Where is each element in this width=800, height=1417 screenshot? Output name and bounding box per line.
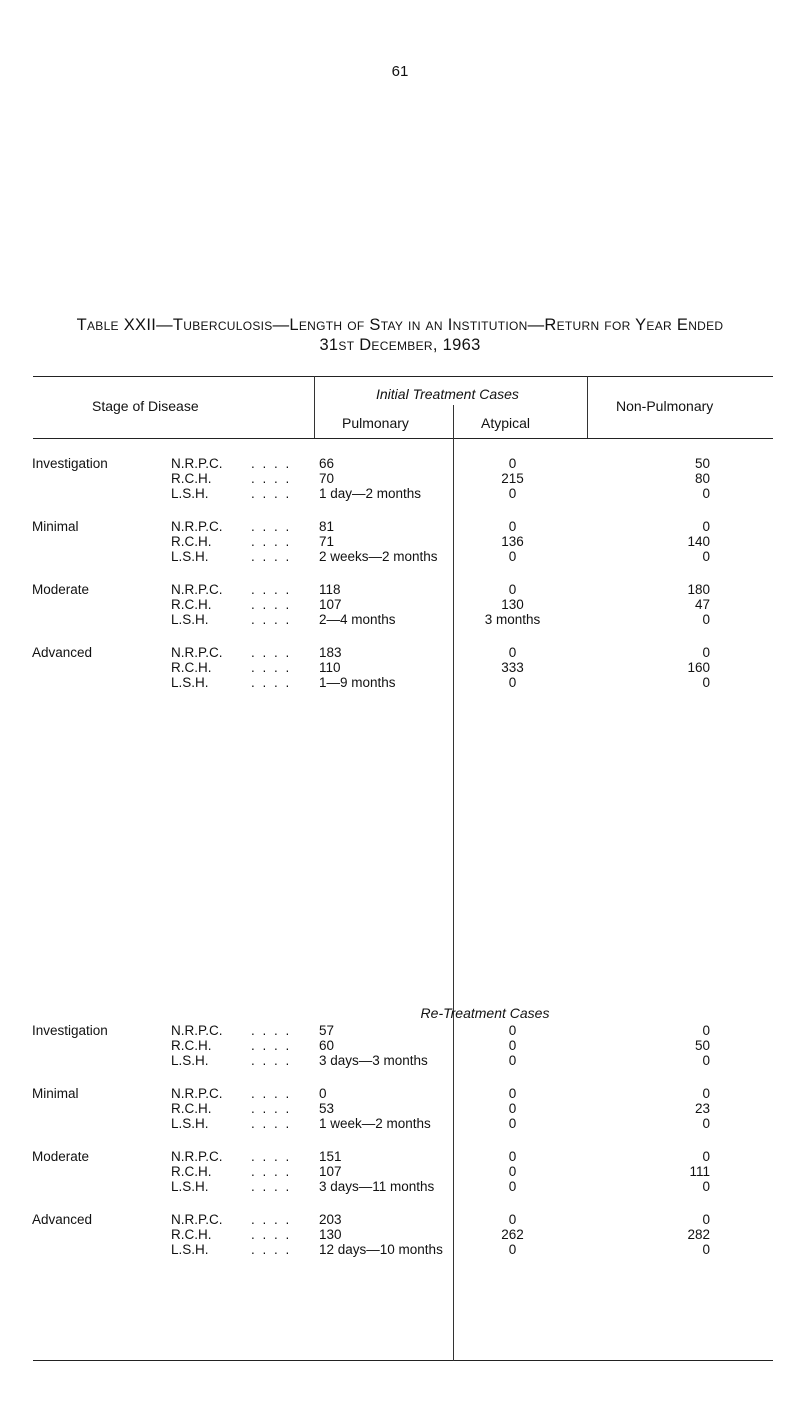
atypical-cell: 0 [508,486,517,501]
pulmonary-cell: 66 [319,456,335,471]
institution-label: L.S.H. [171,486,209,501]
institution-label: L.S.H. [171,1179,209,1194]
leader-dots: . . . . [251,486,292,501]
pulmonary-cell: 60 [319,1038,335,1053]
atypical-cell: 0 [508,519,517,534]
institution-label: N.R.P.C. [171,1086,223,1101]
leader-dots: . . . . [251,1242,292,1257]
atypical-cell: 262 [501,1227,524,1242]
non-pulmonary-cell: 23 [694,1101,710,1116]
table-bottom-rule [33,1360,773,1361]
non-pulmonary-cell: 0 [702,1086,710,1101]
non-pulmonary-cell: 140 [687,534,710,549]
institution-label: R.C.H. [171,597,212,612]
pulmonary-cell: 3 days—11 months [319,1179,435,1194]
institution-label: R.C.H. [171,660,212,675]
atypical-cell: 3 months [484,612,541,627]
institution-label: R.C.H. [171,471,212,486]
stage-label: Investigation [32,456,108,471]
page-number: 61 [391,63,409,80]
pulmonary-cell: 2—4 months [319,612,396,627]
institution-label: L.S.H. [171,612,209,627]
leader-dots: . . . . [251,1023,292,1038]
non-pulmonary-cell: 160 [687,660,710,675]
pulmonary-cell: 130 [319,1227,342,1242]
institution-label: N.R.P.C. [171,519,223,534]
leader-dots: . . . . [251,660,292,675]
institution-label: N.R.P.C. [171,645,223,660]
pulmonary-cell: 1—9 months [319,675,396,690]
leader-dots: . . . . [251,1164,292,1179]
leader-dots: . . . . [251,534,292,549]
non-pulmonary-cell: 0 [702,486,710,501]
institution-label: N.R.P.C. [171,456,223,471]
leader-dots: . . . . [251,1038,292,1053]
atypical-cell: 0 [508,1179,517,1194]
pulmonary-cell: 203 [319,1212,342,1227]
institution-label: L.S.H. [171,1053,209,1068]
leader-dots: . . . . [251,645,292,660]
atypical-cell: 333 [501,660,524,675]
table-row [0,674,800,691]
leader-dots: . . . . [251,1212,292,1227]
table-row [0,1241,800,1258]
atypical-cell: 0 [508,1212,517,1227]
stage-label: Advanced [32,645,93,660]
pulmonary-cell: 53 [319,1101,335,1116]
non-pulmonary-cell: 0 [702,1149,710,1164]
atypical-cell: 0 [508,1116,517,1131]
institution-label: R.C.H. [171,534,212,549]
leader-dots: . . . . [251,1101,292,1116]
atypical-cell: 0 [508,1023,517,1038]
table-row [0,485,800,502]
institution-label: L.S.H. [171,675,209,690]
institution-label: N.R.P.C. [171,1212,223,1227]
pulmonary-cell: 1 week—2 months [319,1116,431,1131]
institution-label: R.C.H. [171,1101,212,1116]
pulmonary-cell: 81 [319,519,335,534]
non-pulmonary-header: Non-Pulmonary [616,398,714,414]
atypical-cell: 0 [508,1086,517,1101]
section-label: Re-Treatment Cases [420,1005,550,1021]
stage-label: Moderate [32,582,90,597]
leader-dots: . . . . [251,597,292,612]
pulmonary-cell: 1 day—2 months [319,486,422,501]
leader-dots: . . . . [251,1179,292,1194]
non-pulmonary-cell: 0 [702,1053,710,1068]
non-pulmonary-cell: 0 [702,519,710,534]
leader-dots: . . . . [251,1053,292,1068]
non-pulmonary-cell: 0 [702,1179,710,1194]
atypical-cell: 0 [508,582,517,597]
pulmonary-cell: 118 [319,582,341,597]
pulmonary-cell: 12 days—10 months [319,1242,443,1257]
non-pulmonary-cell: 0 [702,1023,710,1038]
atypical-cell: 130 [501,597,524,612]
institution-label: L.S.H. [171,1116,209,1131]
non-pulmonary-cell: 0 [702,645,710,660]
table-top-rule [33,376,773,377]
stage-column-divider [314,376,315,438]
institution-label: N.R.P.C. [171,582,223,597]
atypical-cell: 215 [501,471,524,486]
stage-label: Advanced [32,1212,93,1227]
table-row [0,611,800,628]
atypical-cell: 0 [508,1038,517,1053]
non-pulmonary-cell: 0 [702,612,710,627]
pulmonary-cell: 2 weeks—2 months [319,549,438,564]
institution-label: L.S.H. [171,549,209,564]
leader-dots: . . . . [251,582,292,597]
table-row [0,1115,800,1132]
leader-dots: . . . . [251,612,292,627]
pulmonary-header: Pulmonary [342,415,409,431]
atypical-cell: 0 [508,645,517,660]
leader-dots: . . . . [251,456,292,471]
pulmonary-cell: 110 [319,660,341,675]
table-row [0,1178,800,1195]
non-pulmonary-cell: 0 [702,1116,710,1131]
pulmonary-cell: 70 [319,471,335,486]
title-line-2: 31st December, 1963 [319,336,481,354]
pulmonary-cell: 71 [319,534,335,549]
stage-label: Minimal [32,519,79,534]
header-bottom-rule [33,438,773,439]
institution-label: R.C.H. [171,1227,212,1242]
atypical-cell: 0 [508,549,517,564]
institution-label: N.R.P.C. [171,1149,223,1164]
non-pulmonary-cell: 180 [687,582,710,597]
atypical-cell: 0 [508,1164,517,1179]
stage-label: Minimal [32,1086,79,1101]
non-pulmonary-cell: 0 [702,1242,710,1257]
pulmonary-cell: 3 days—3 months [319,1053,428,1068]
institution-label: L.S.H. [171,1242,209,1257]
non-pulmonary-cell: 0 [702,1212,710,1227]
title-line-1: Table XXII—Tuberculosis—Length of Stay in an Institution—Return for Year Ended [76,316,724,334]
leader-dots: . . . . [251,519,292,534]
atypical-cell: 0 [508,456,517,471]
non-pulmonary-cell: 47 [694,597,710,612]
nonpulmonary-column-divider [587,376,588,438]
stage-header: Stage of Disease [92,398,199,414]
leader-dots: . . . . [251,675,292,690]
stage-label: Investigation [32,1023,108,1038]
atypical-cell: 0 [508,1053,517,1068]
leader-dots: . . . . [251,1149,292,1164]
pulmonary-cell: 151 [319,1149,342,1164]
atypical-cell: 0 [508,1101,517,1116]
stage-label: Moderate [32,1149,90,1164]
table-row [0,1052,800,1069]
institution-label: R.C.H. [171,1038,212,1053]
non-pulmonary-cell: 111 [689,1164,710,1179]
non-pulmonary-cell: 282 [687,1227,710,1242]
atypical-header: Atypical [481,415,531,431]
non-pulmonary-cell: 50 [694,456,710,471]
table-title [30,315,770,355]
non-pulmonary-cell: 50 [694,1038,710,1053]
pulmonary-cell: 0 [319,1086,327,1101]
institution-label: R.C.H. [171,1164,212,1179]
pulmonary-cell: 107 [319,1164,342,1179]
leader-dots: . . . . [251,471,292,486]
leader-dots: . . . . [251,549,292,564]
non-pulmonary-cell: 0 [702,549,710,564]
pulmonary-cell: 107 [319,597,342,612]
atypical-cell: 136 [501,534,524,549]
atypical-cell: 0 [508,1242,517,1257]
initial-treatment-header: Initial Treatment Cases [376,386,519,402]
non-pulmonary-cell: 0 [702,675,710,690]
leader-dots: . . . . [251,1116,292,1131]
table-row [0,548,800,565]
institution-label: N.R.P.C. [171,1023,223,1038]
pulmonary-cell: 57 [319,1023,335,1038]
non-pulmonary-cell: 80 [694,471,710,486]
leader-dots: . . . . [251,1227,292,1242]
pulmonary-cell: 183 [319,645,342,660]
atypical-cell: 0 [508,1149,517,1164]
leader-dots: . . . . [251,1086,292,1101]
atypical-cell: 0 [508,675,517,690]
